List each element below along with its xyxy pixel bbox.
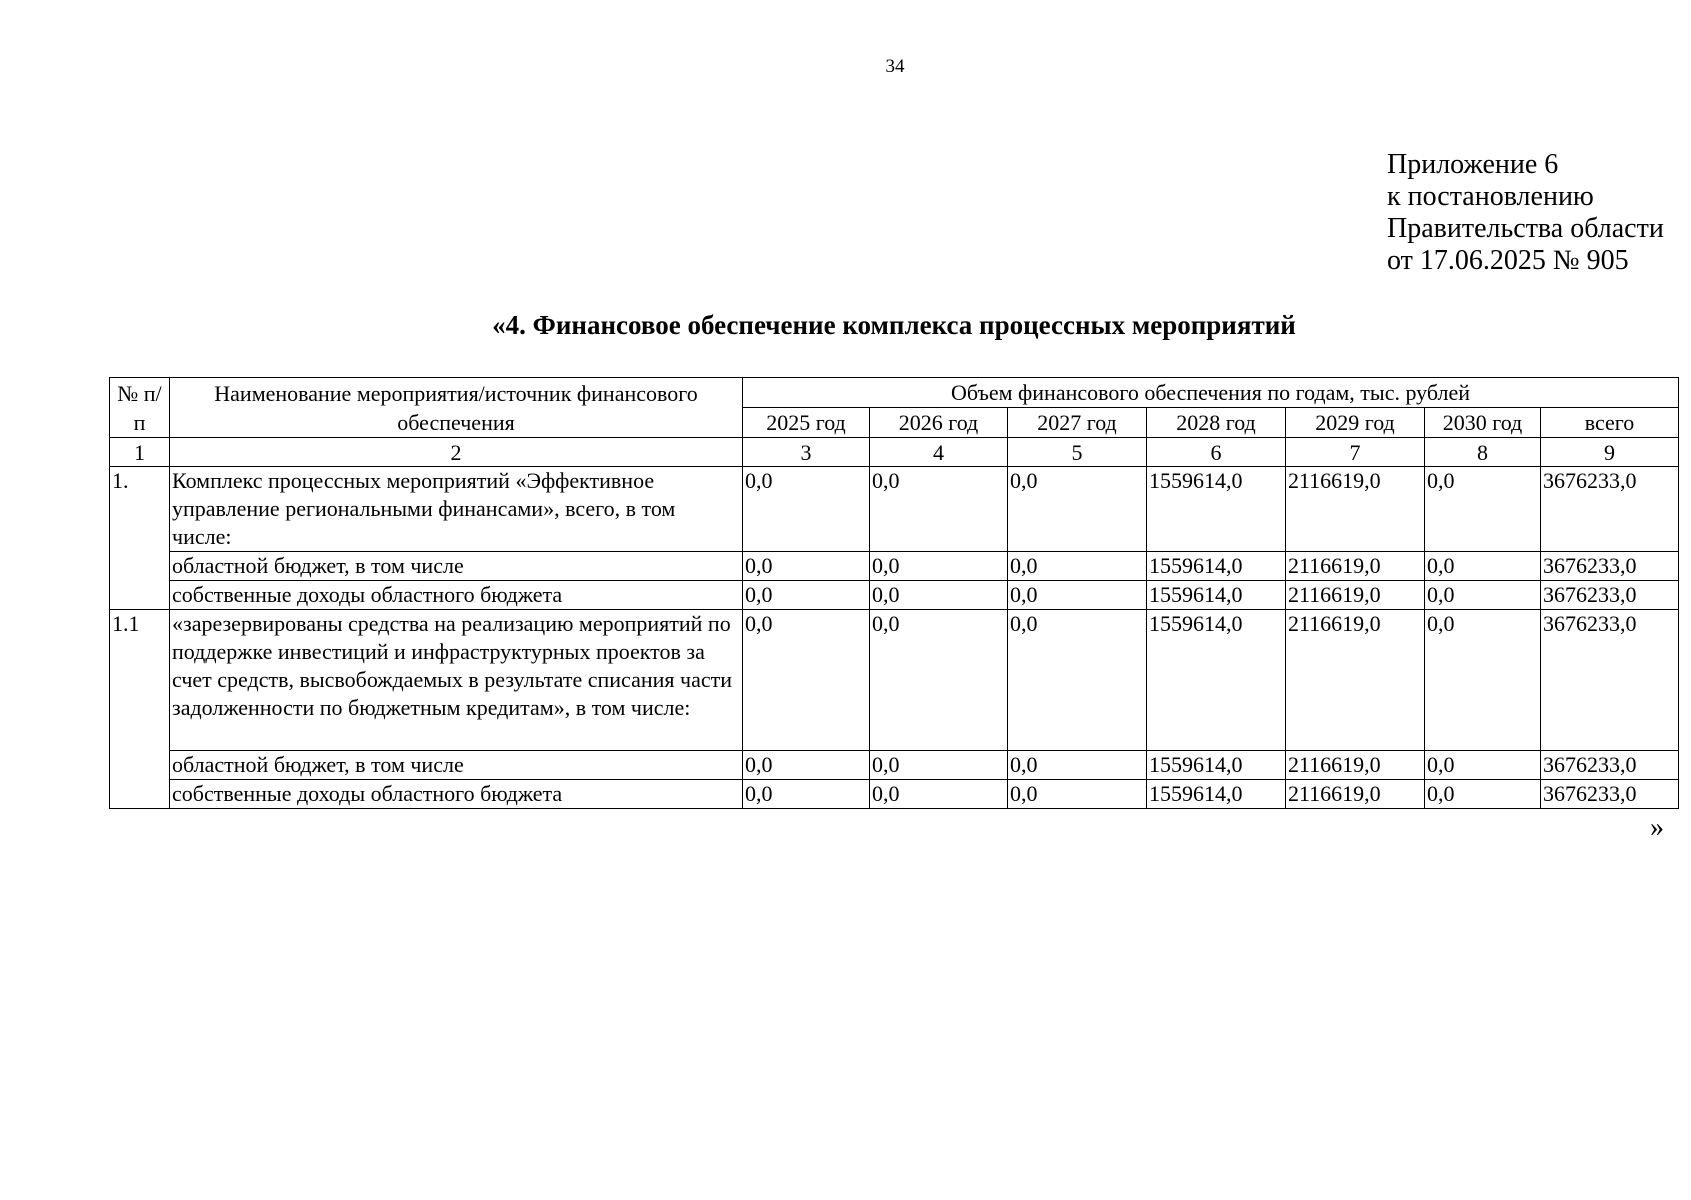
- row-value: 0,0: [1425, 751, 1541, 780]
- appendix-line: Правительства области: [1387, 213, 1664, 244]
- row-value: 0,0: [1008, 467, 1147, 552]
- row-name: «зарезервированы средства на реализацию мероприятий по поддержке инвестиций и инфраструктурных проектов за счет средств, высвобождаемых в результате списания части задолженности по бюджетным кредитам», в том числе:: [170, 610, 743, 751]
- row-value: 1559614,0: [1147, 552, 1286, 581]
- row-value: 0,0: [1425, 610, 1541, 751]
- header-year: 2026 год: [870, 408, 1008, 438]
- row-value: 1559614,0: [1147, 780, 1286, 809]
- row-total: 3676233,0: [1541, 780, 1679, 809]
- row-value: 0,0: [1425, 780, 1541, 809]
- row-value: 0,0: [870, 552, 1008, 581]
- row-value: 1559614,0: [1147, 581, 1286, 610]
- appendix-line: Приложение 6: [1387, 149, 1559, 180]
- row-value: 0,0: [1425, 467, 1541, 552]
- row-value: 2116619,0: [1286, 552, 1425, 581]
- row-value: 2116619,0: [1286, 581, 1425, 610]
- page-number: 34: [885, 56, 905, 77]
- header-row: [110, 378, 1679, 408]
- row-value: 0,0: [743, 610, 870, 751]
- row-total: 3676233,0: [1541, 552, 1679, 581]
- row-value: 0,0: [1008, 610, 1147, 751]
- row-name: собственные доходы областного бюджета: [170, 780, 743, 809]
- row-total: 3676233,0: [1541, 467, 1679, 552]
- row-value: 0,0: [870, 780, 1008, 809]
- header-total: всего: [1541, 408, 1679, 438]
- header-num: № п/п: [110, 378, 170, 438]
- column-number: 7: [1286, 438, 1425, 467]
- table-row: [110, 581, 1679, 610]
- row-value: 0,0: [743, 780, 870, 809]
- table-row: [110, 467, 1679, 552]
- financing-table: [109, 377, 1679, 809]
- row-value: 1559614,0: [1147, 751, 1286, 780]
- column-number: 5: [1008, 438, 1147, 467]
- header-year: 2030 год: [1425, 408, 1541, 438]
- header-year: 2027 год: [1008, 408, 1147, 438]
- row-total: 3676233,0: [1541, 610, 1679, 751]
- row-value: 0,0: [1008, 780, 1147, 809]
- row-value: 0,0: [1008, 751, 1147, 780]
- row-value: 2116619,0: [1286, 780, 1425, 809]
- row-name: областной бюджет, в том числе: [170, 751, 743, 780]
- row-value: 0,0: [1008, 552, 1147, 581]
- row-value: 0,0: [1008, 581, 1147, 610]
- column-number: 2: [170, 438, 743, 467]
- header-year: 2028 год: [1147, 408, 1286, 438]
- appendix-line: к постановлению: [1387, 181, 1594, 212]
- header-name: Наименование мероприятия/источник финансового обеспечения: [170, 378, 743, 438]
- row-name: собственные доходы областного бюджета: [170, 581, 743, 610]
- document-title: «4. Финансовое обеспечение комплекса процессных мероприятий: [492, 310, 1296, 340]
- column-number: 4: [870, 438, 1008, 467]
- row-name: областной бюджет, в том числе: [170, 552, 743, 581]
- row-total: 3676233,0: [1541, 581, 1679, 610]
- header-year: 2029 год: [1286, 408, 1425, 438]
- row-number: 1.: [110, 467, 170, 610]
- column-number: 3: [743, 438, 870, 467]
- row-total: 3676233,0: [1541, 751, 1679, 780]
- table-row: [110, 552, 1679, 581]
- appendix-line: от 17.06.2025 № 905: [1387, 245, 1629, 276]
- row-value: 0,0: [1425, 552, 1541, 581]
- column-number: 9: [1541, 438, 1679, 467]
- row-value: 0,0: [870, 610, 1008, 751]
- row-value: 0,0: [870, 751, 1008, 780]
- row-name: Комплекс процессных мероприятий «Эффективное управление региональными финансами», всего, в том числе:: [170, 467, 743, 552]
- row-value: 0,0: [743, 467, 870, 552]
- row-value: 2116619,0: [1286, 610, 1425, 751]
- row-value: 0,0: [870, 581, 1008, 610]
- appendix-block: [1387, 149, 1664, 277]
- row-value: 0,0: [743, 581, 870, 610]
- row-value: 0,0: [743, 552, 870, 581]
- row-value: 1559614,0: [1147, 610, 1286, 751]
- closing-quote: »: [1650, 812, 1664, 843]
- row-value: 2116619,0: [1286, 467, 1425, 552]
- row-value: 0,0: [1425, 581, 1541, 610]
- column-number: 8: [1425, 438, 1541, 467]
- table-row: [110, 610, 1679, 751]
- column-number: 1: [110, 438, 170, 467]
- table-row: [110, 751, 1679, 780]
- header-year: 2025 год: [743, 408, 870, 438]
- table-row: [110, 780, 1679, 809]
- row-value: 0,0: [870, 467, 1008, 552]
- row-value: 2116619,0: [1286, 751, 1425, 780]
- row-value: 0,0: [743, 751, 870, 780]
- header-volume: Объем финансового обеспечения по годам, тыс. рублей: [743, 378, 1679, 408]
- row-number: 1.1: [110, 610, 170, 809]
- row-value: 1559614,0: [1147, 467, 1286, 552]
- column-number-row: [110, 438, 1679, 467]
- column-number: 6: [1147, 438, 1286, 467]
